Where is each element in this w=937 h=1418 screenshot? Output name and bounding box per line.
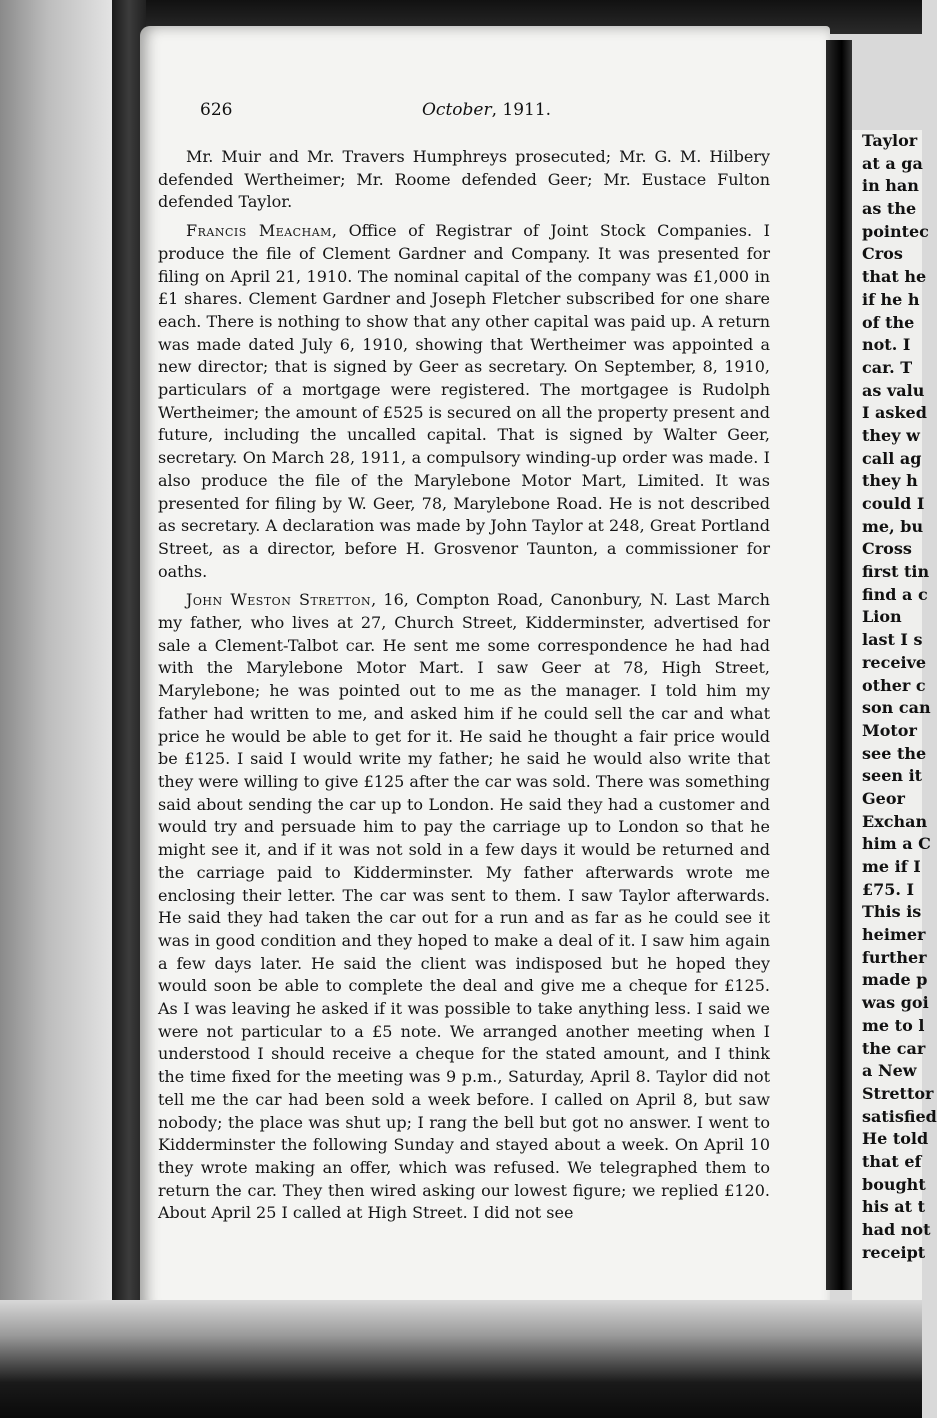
right-page-line: son can (862, 698, 931, 718)
right-page-line: the car (862, 1038, 926, 1058)
right-page-line: his at t (862, 1197, 926, 1217)
right-page-line: Motor (862, 720, 917, 740)
right-page-line: that he (862, 267, 927, 287)
right-page-line: satisfied (862, 1106, 937, 1126)
right-page-line: I asked (862, 403, 927, 423)
right-page-line: me if I (862, 857, 921, 876)
paragraph-stretton (158, 589, 770, 1225)
right-page-line: find a c (862, 584, 928, 604)
witness-name: John Weston Stretton (186, 590, 372, 610)
running-title (422, 100, 551, 120)
right-page-line: Cros (862, 244, 903, 264)
running-title-month: October (422, 100, 492, 120)
paragraph-text: , 16, Compton Road, Canonbury, N. Last March my father, who lives at 27, Church Street, Kidderminster, advertised for sale a Clement-Talbot car. He sent me some correspondence he had had with the Marylebone Motor Mart. I saw Geer at 78, High Street, Marylebone; he was pointed out to me as the manager. I told him my father had written to me, and asked him if he could sell the car and what price he would be able to get for it. He said he thought a fair price would be £125. I said I would write my father; he said he would also write that they were willing to give £125 after the car was sold. There was something said about sending the car up to London. He said they had a customer and would try and persuade him to pay the carriage up to London so that he might see it, and if it was not sold in a few days it would be returned and the carriage paid to Kidderminster. My father afterwards wrote me enclosing their letter. The car was sent to them. I saw Taylor afterwards. He said they had taken the car out for a run and as far as he could see it was in good condition and they hoped to make a deal of it. I saw him again a few days later. He said the client was indisposed but he hoped they would soon be able to complete the deal and give me a cheque for £125. As I was leaving he asked if it was possible to take anything less. I said we were not particular to a £5 note. We arranged another meeting when I understood I should receive a cheque for the stated amount, and I think the time fixed for the meeting was 9 p.m., Saturday, April 8. Taylor did not tell me the car had been sold a week before. I called on April 8, but saw nobody; the place was shut up; I rang the bell but got no answer. I went to Kidderminster the following Sunday and stayed about a week. On April 10 they wrote making an offer, which was refused. We telegraphed them to return the car. They then wired asking our lowest figure; we replied £120. About April 25 I called at High Street. I did not see (158, 590, 770, 1223)
scan-background-left (0, 0, 120, 1418)
paragraph-meacham (158, 220, 770, 583)
right-page-line: as valu (862, 380, 925, 400)
right-page-line: Lion (862, 607, 902, 627)
right-page-line: me to l (862, 1015, 925, 1035)
paragraph-counsel (158, 146, 770, 214)
right-page-line: a New (862, 1061, 917, 1081)
right-page-line: made p (862, 970, 928, 990)
paragraph-text: , Office of Registrar of Joint Stock Companies. I produce the file of Clement Gardner and Company. It was presented for filing on April 21, 1910. The nominal capital of the company was £1,000 in £1 shares. Clement Gardner and Joseph Fletcher subscribed for one share each. There is nothing to show that any other capital was paid up. A return was made dated July 6, 1910, showing that Wertheimer was appointed a new director; that is signed by Geer as secretary. On September, 8, 1910, particulars of a mortgage were registered. The mortgagee is Rudolph Wertheimer; the amount of £525 is secured on all the property present and future, including the uncalled capital. That is signed by Walter Geer, secretary. On March 28, 1911, a compulsory winding-up order was made. I also produce the file of the Marylebone Motor Mart, Limited. It was presented for filing by W. Geer, 78, Marylebone Road. He is not described as secretary. A declaration was made by John Taylor at 248, Great Portland Street, as a director, before H. Grosvenor Taunton, a commissioner for oaths. (158, 221, 770, 581)
right-page-line: if he h (862, 289, 920, 309)
body-text (158, 146, 770, 1225)
right-page-line: Geor (862, 788, 905, 808)
right-page-line: in han (862, 176, 919, 196)
right-page-line: not. I (862, 335, 911, 355)
right-page-line: could I (862, 494, 925, 513)
right-page-line: that ef (862, 1151, 922, 1171)
right-page-line: see the (862, 743, 927, 763)
right-page-line: receipt (862, 1242, 926, 1262)
witness-name: Francis Meacham (186, 221, 332, 241)
right-page-line: £75. I (862, 879, 915, 899)
right-page-line: call ag (862, 448, 922, 468)
running-title-year: , 1911. (491, 100, 552, 120)
right-page-line: me, bu (862, 516, 924, 536)
right-page-line: heimer (862, 925, 926, 945)
right-page (852, 130, 937, 1310)
right-page-line: bought (862, 1174, 926, 1194)
right-page-line: first tin (862, 562, 930, 582)
right-page-line: at a ga (862, 153, 923, 173)
right-page-line: This is (862, 902, 922, 922)
right-page-line: they w (862, 425, 920, 445)
right-page-line: Cross (862, 539, 912, 559)
right-page-line: was goi (862, 993, 929, 1013)
right-page-line: as the (862, 199, 917, 219)
page-number: 626 (200, 100, 233, 120)
page-header (200, 100, 760, 130)
right-page-line: Exchan (862, 811, 928, 831)
right-page-line: Strettor (862, 1083, 934, 1103)
right-page-line: him a C (862, 834, 931, 854)
right-page-line: car. T (862, 357, 913, 377)
right-page-line: further (862, 947, 927, 967)
right-page-line: He told (862, 1129, 929, 1149)
page-gutter (826, 40, 852, 1290)
paragraph-text: Mr. Muir and Mr. Travers Humphreys prosecuted; Mr. G. M. Hilbery defended Wertheimer; Mr. Roome defended Geer; Mr. Eustace Fulton defended Taylor. (158, 147, 770, 212)
scan-bottom-edge (0, 1300, 922, 1418)
right-page-line: seen it (862, 766, 923, 786)
right-page-line: of the (862, 312, 915, 332)
right-page-line: receive (862, 652, 927, 672)
right-page-line: pointec (862, 221, 929, 241)
right-page-line: they h (862, 471, 918, 491)
right-page-line: had not (862, 1220, 931, 1239)
right-page-line: other c (862, 675, 926, 695)
right-page-line: last I s (862, 630, 923, 650)
right-page-line: Taylor (862, 131, 918, 150)
